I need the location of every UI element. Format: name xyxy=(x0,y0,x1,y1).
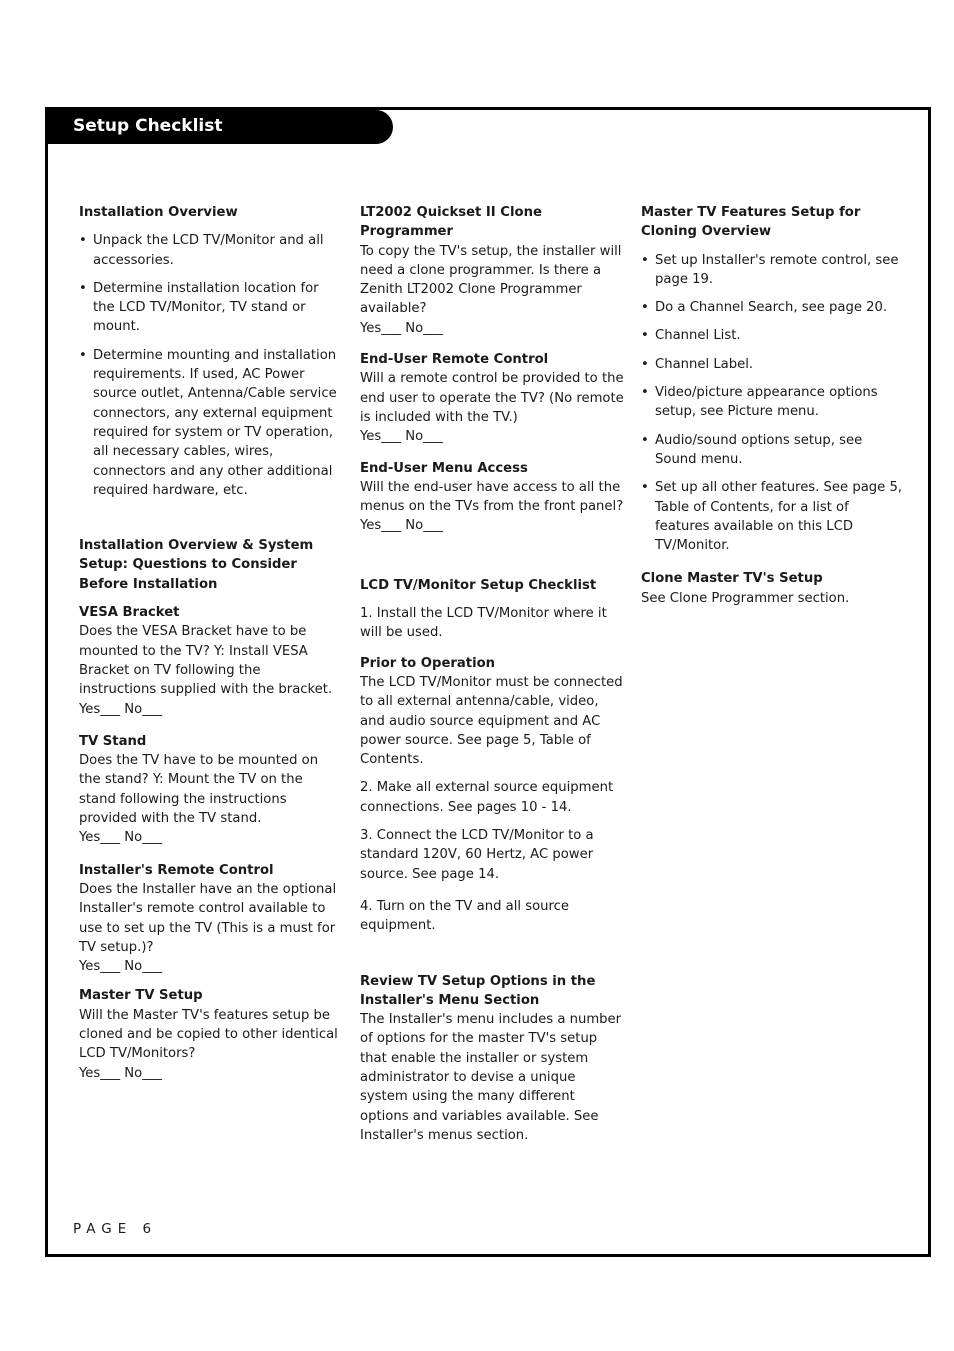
list-item: • Audio/sound options setup, see Sound menu. xyxy=(641,431,907,470)
list-item: • Channel List. xyxy=(641,326,907,345)
setup-checklist-heading: LCD TV/Monitor Setup Checklist xyxy=(360,577,597,593)
list-item: • Set up Installer's remote control, see page 19. xyxy=(641,251,907,290)
list-item: • Determine installation location for the LCD TV/Monitor, TV stand or mount. xyxy=(79,279,341,337)
installation-overview-heading: Installation Overview xyxy=(79,205,238,220)
features-setup-list xyxy=(641,251,907,556)
master-tv-setup-section xyxy=(79,986,341,1082)
tv-stand-yes-no: Yes___ No___ xyxy=(79,830,162,846)
list-item: • Channel Label. xyxy=(641,355,907,374)
installer-remote-section xyxy=(79,861,341,977)
end-user-remote-text: Will a remote control be provided to the end user to operate the TV? (No remote is included with the TV.) xyxy=(360,371,624,425)
installer-remote-heading: Installer's Remote Control xyxy=(79,862,274,878)
end-user-menu-section xyxy=(360,459,624,536)
step-4: 4. Turn on the TV and all source equipment. xyxy=(360,898,570,934)
installer-remote-yes-no: Yes___ No___ xyxy=(79,959,162,975)
end-user-menu-text: Will the end-user have access to all the menus on the TVs from the front panel? xyxy=(360,479,624,515)
vesa-bracket-section xyxy=(79,603,341,719)
review-setup-heading: Review TV Setup Options in the Installer's Menu Section xyxy=(360,973,596,1008)
features-setup-heading: Master TV Features Setup for Cloning Overview xyxy=(641,205,861,240)
page-title: Setup Checklist xyxy=(73,116,223,136)
step-1: 1. Install the LCD TV/Monitor where it will be used. xyxy=(360,606,607,641)
vesa-bracket-text: Does the VESA Bracket have to be mounted to the TV? Y: Install VESA Bracket on TV following the instructions supplied with the bracket. xyxy=(79,624,333,698)
review-setup-section xyxy=(360,972,624,1146)
clone-master-section xyxy=(641,569,907,608)
prior-to-operation-text: The LCD TV/Monitor must be connected to all external antenna/cable, video, and audio source equipment and AC power source. See page 5, Table of Contents. xyxy=(360,674,623,768)
end-user-remote-yes-no: Yes___ No___ xyxy=(360,429,443,445)
review-setup-text: The Installer's menu includes a number of options for the master TV's setup that enable the installer or system administrator to devise a unique system using the many different options and variables available. See Installer's menus section. xyxy=(360,1012,622,1143)
list-item: • Video/picture appearance options setup, see Picture menu. xyxy=(641,383,907,422)
tv-stand-section xyxy=(79,732,341,848)
column-1 xyxy=(79,203,341,1083)
list-item: • Do a Channel Search, see page 20. xyxy=(641,298,907,317)
column-2 xyxy=(360,203,624,1145)
clone-programmer-heading: LT2002 Quickset II Clone Programmer xyxy=(360,205,542,240)
master-tv-setup-yes-no: Yes___ No___ xyxy=(79,1065,162,1081)
page-number: PAGE 6 xyxy=(73,1221,158,1237)
tv-stand-text: Does the TV have to be mounted on the stand? Y: Mount the TV on the stand following the instructions provided with the TV stand. xyxy=(79,753,319,827)
questions-heading: Installation Overview & System Setup: Questions to Consider Before Installation xyxy=(79,538,314,592)
master-tv-setup-heading: Master TV Setup xyxy=(79,988,203,1004)
end-user-menu-heading: End-User Menu Access xyxy=(360,460,528,476)
master-tv-setup-text: Will the Master TV's features setup be cloned and be copied to other identical LCD TV/Monitors? xyxy=(79,1007,338,1062)
column-3 xyxy=(641,203,907,608)
clone-programmer-text: To copy the TV's setup, the installer will need a clone programmer. Is there a Zenith LT2002 Clone Programmer available? xyxy=(360,243,622,317)
clone-programmer-section xyxy=(360,203,624,338)
clone-master-heading: Clone Master TV's Setup xyxy=(641,571,823,587)
end-user-menu-yes-no: Yes___ No___ xyxy=(360,518,443,534)
list-item: • Set up all other features. See page 5, Table of Contents, for a list of features available on this LCD TV/Monitor. xyxy=(641,478,907,555)
step-3: 3. Connect the LCD TV/Monitor to a standard 120V, 60 Hertz, AC power source. See page 14. xyxy=(360,828,594,882)
vesa-bracket-yes-no: Yes___ No___ xyxy=(79,701,162,717)
installer-remote-text: Does the Installer have an the optional Installer's remote control available to use to set up the TV (This is a must for TV setup.)? xyxy=(79,881,337,955)
step-2: 2. Make all external source equipment connections. See pages 10 - 14. xyxy=(360,780,614,815)
prior-to-operation-section xyxy=(360,654,624,770)
end-user-remote-heading: End-User Remote Control xyxy=(360,352,549,368)
list-item: • Determine mounting and installation requirements. If used, AC Power source outlet, Antenna/Cable service connectors, any external equipment required for system or TV operation, all necessary cables, wires, connectors and any other additional required hardware, etc. xyxy=(79,346,341,500)
clone-master-text: See Clone Programmer section. xyxy=(641,590,850,606)
vesa-bracket-heading: VESA Bracket xyxy=(79,605,180,621)
installation-overview-list xyxy=(79,231,341,500)
tv-stand-heading: TV Stand xyxy=(79,733,147,749)
prior-to-operation-heading: Prior to Operation xyxy=(360,655,496,671)
clone-programmer-yes-no: Yes___ No___ xyxy=(360,320,443,336)
list-item: • Unpack the LCD TV/Monitor and all accessories. xyxy=(79,231,341,270)
end-user-remote-section xyxy=(360,350,624,446)
